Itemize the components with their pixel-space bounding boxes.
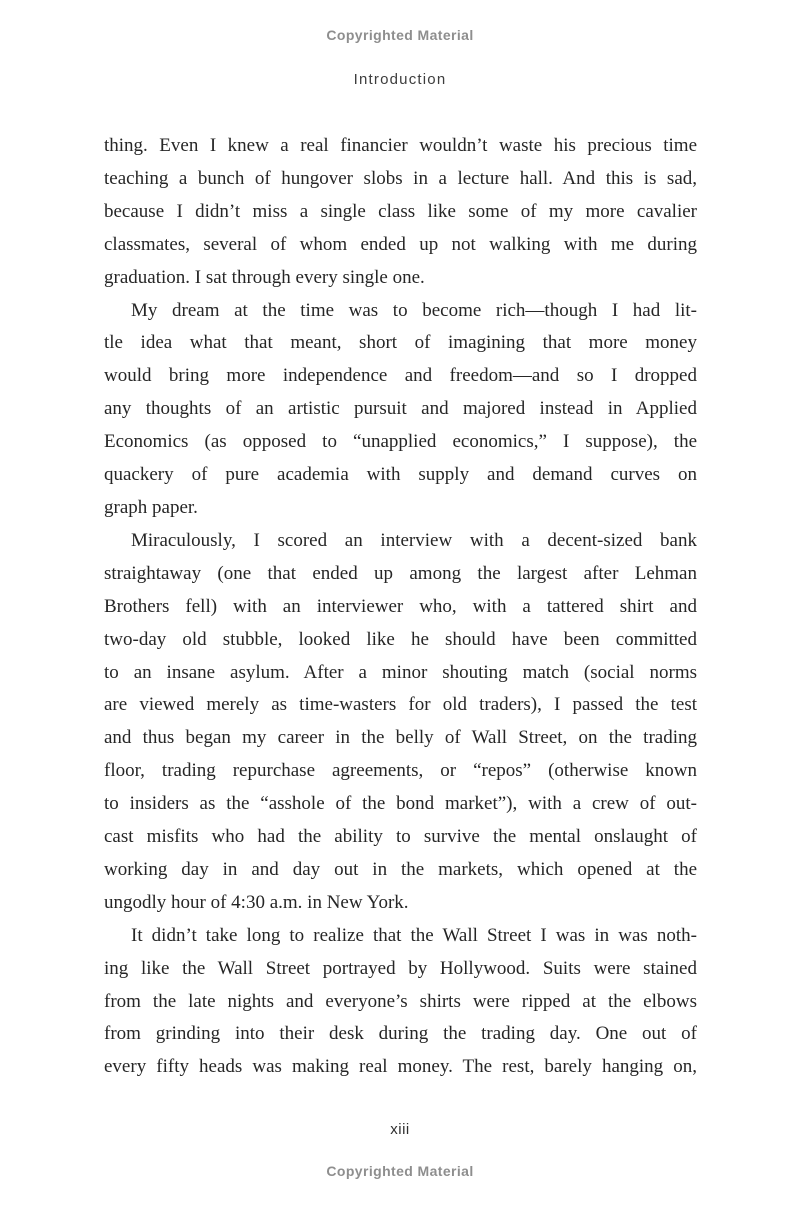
text-line: two-day old stubble, looked like he should have been committed	[104, 628, 697, 650]
text-line: and thus began my career in the belly of Wall Street, on the trading	[104, 727, 697, 749]
text-line: My dream at the time was to become rich—though I had lit-	[131, 299, 697, 321]
text-line: to an insane asylum. After a minor shouting match (social norms	[104, 661, 697, 683]
text-line: graph paper.	[104, 496, 198, 518]
text-line: ing like the Wall Street portrayed by Hollywood. Suits were stained	[104, 957, 697, 979]
text-line: Brothers fell) with an interviewer who, with a tattered shirt and	[104, 595, 697, 617]
text-line: to insiders as the “asshole of the bond market”), with a crew of out-	[104, 793, 697, 815]
text-line: Economics (as opposed to “unapplied economics,” I suppose), the	[104, 431, 697, 453]
text-line: from the late nights and everyone’s shirts were ripped at the elbows	[104, 990, 697, 1012]
text-line: any thoughts of an artistic pursuit and majored instead in Applied	[104, 398, 697, 420]
text-line: because I didn’t miss a single class like some of my more cavalier	[104, 200, 697, 222]
paragraph	[104, 130, 697, 295]
text-line: Miraculously, I scored an interview with a decent-sized bank	[131, 529, 697, 551]
page-number: xiii	[390, 1121, 410, 1138]
text-line: tle idea what that meant, short of imagining that more money	[104, 332, 697, 354]
text-line: straightaway (one that ended up among the largest after Lehman	[104, 562, 697, 584]
text-line: quackery of pure academia with supply and demand curves on	[104, 464, 697, 486]
text-line: It didn’t take long to realize that the Wall Street I was in was noth-	[131, 924, 697, 946]
text-line: from grinding into their desk during the trading day. One out of	[104, 1023, 697, 1045]
copyright-notice-bottom: Copyrighted Material	[326, 1163, 474, 1179]
text-line: would bring more independence and freedom—and so I dropped	[104, 365, 697, 387]
paragraph	[104, 525, 697, 920]
text-line: classmates, several of whom ended up not walking with me during	[104, 233, 697, 255]
text-line: ungodly hour of 4:30 a.m. in New York.	[104, 891, 409, 913]
chapter-title: Introduction	[353, 71, 447, 88]
text-line: working day in and day out in the markets, which opened at the	[104, 858, 697, 880]
text-line: every fifty heads was making real money. The rest, barely hanging on,	[104, 1056, 697, 1078]
text-line: graduation. I sat through every single one.	[104, 266, 425, 288]
text-line: are viewed merely as time-wasters for old traders), I passed the test	[104, 694, 697, 716]
text-line: thing. Even I knew a real financier wouldn’t waste his precious time	[104, 135, 697, 156]
text-line: teaching a bunch of hungover slobs in a lecture hall. And this is sad,	[104, 167, 697, 189]
paragraph	[104, 295, 697, 525]
paragraph	[104, 920, 697, 1085]
text-line: cast misfits who had the ability to survive the mental onslaught of	[104, 826, 697, 848]
body-text	[104, 130, 697, 1084]
text-line: floor, trading repurchase agreements, or “repos” (otherwise known	[104, 760, 697, 782]
copyright-notice-top: Copyrighted Material	[326, 27, 474, 43]
